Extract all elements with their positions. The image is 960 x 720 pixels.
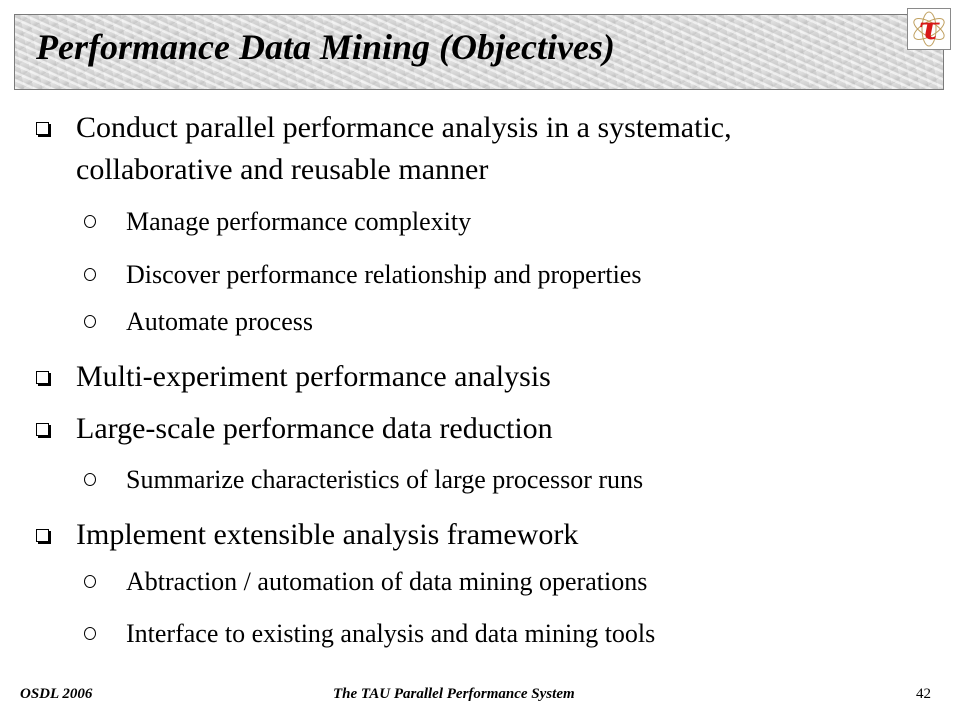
square-bullet-icon	[36, 529, 49, 542]
circle-bullet-icon	[84, 315, 96, 328]
bullet-text: collaborative and reusable manner	[76, 153, 489, 186]
circle-bullet-icon	[84, 268, 96, 281]
bullet-text: Conduct parallel performance analysis in a systematic,	[76, 111, 732, 144]
circle-bullet-icon	[84, 473, 96, 486]
circle-bullet-icon	[84, 215, 96, 228]
logo-glyph: τ	[918, 9, 940, 47]
bullet-text: Discover performance relationship and properties	[126, 260, 642, 289]
square-bullet-icon	[36, 371, 49, 384]
bullet-text: Interface to existing analysis and data mining tools	[126, 619, 656, 648]
page-number: 42	[916, 686, 931, 702]
bullet-text: Large-scale performance data reduction	[76, 412, 553, 445]
bullet-text: Manage performance complexity	[126, 207, 472, 236]
bullet-text: Multi-experiment performance analysis	[76, 360, 551, 393]
bullet-text: Automate process	[126, 307, 314, 336]
bullet-text: Abtraction / automation of data mining operations	[126, 567, 648, 596]
bullet-text: Implement extensible analysis framework	[76, 518, 579, 551]
bullet-text: Summarize characteristics of large processor runs	[126, 465, 644, 494]
square-bullet-icon	[36, 122, 49, 135]
footer-title: The TAU Parallel Performance System	[333, 686, 575, 702]
circle-bullet-icon	[84, 575, 96, 588]
square-bullet-icon	[36, 423, 49, 436]
slide-title: Performance Data Mining (Objectives)	[36, 27, 615, 67]
footer-event: OSDL 2006	[20, 686, 93, 702]
circle-bullet-icon	[84, 627, 96, 640]
